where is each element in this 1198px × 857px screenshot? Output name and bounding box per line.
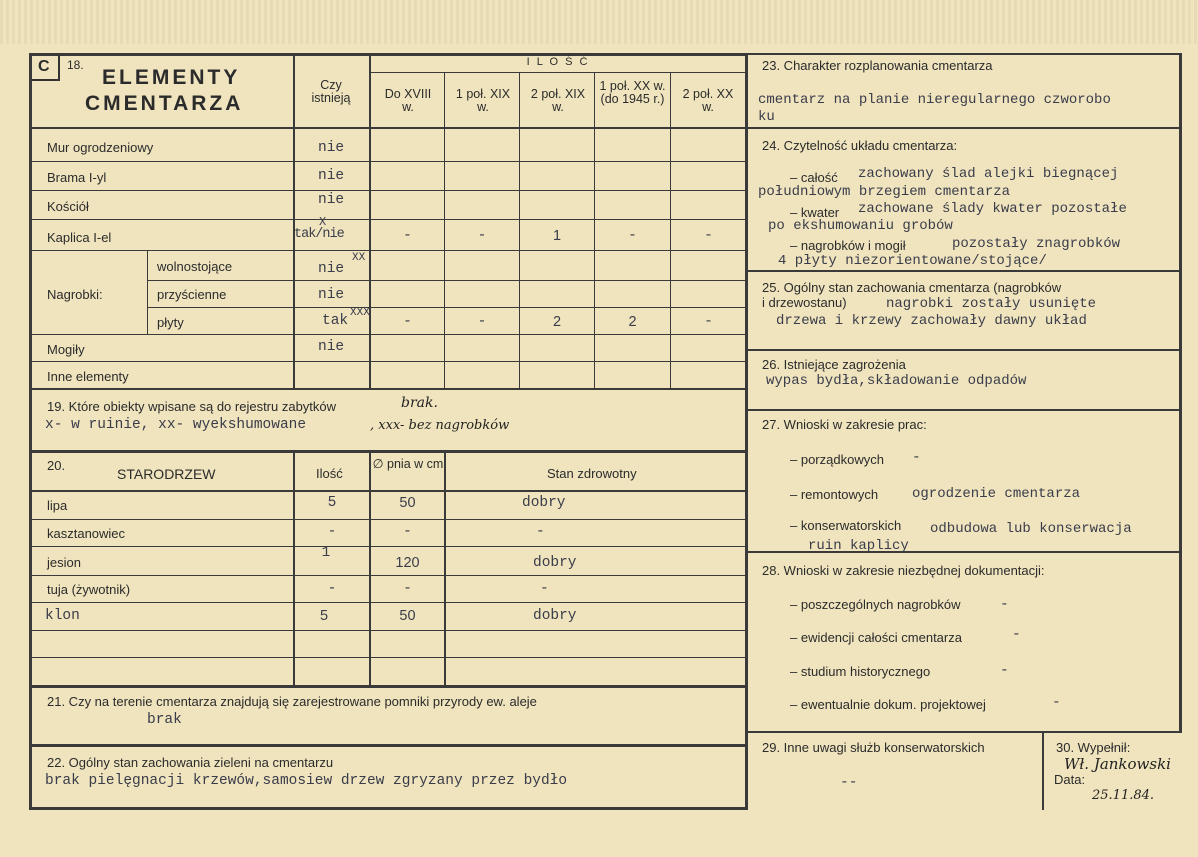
row-label-kaplica: Kaplica I-el xyxy=(47,230,112,245)
tree-state: dobry xyxy=(533,555,577,571)
tree-dia: 120 xyxy=(395,555,420,571)
section-22-label: 22. Ogólny stan zachowania zieleni na cmentarzu xyxy=(47,755,334,770)
section-20-number: 20. xyxy=(47,458,66,473)
row-label-mogily: Mogiły xyxy=(47,342,85,357)
signature-date: 25.11.84. xyxy=(1092,788,1155,803)
tree-dia: 50 xyxy=(399,608,416,624)
row-label-wolnostojace: wolnostojące xyxy=(157,259,233,274)
row-plyty-v2: - xyxy=(477,314,487,330)
tree-dia: - xyxy=(403,524,412,540)
section-19-typed: x- w ruinie, xx- wyekshumowane xyxy=(45,417,307,433)
section-19-hand: brak. xyxy=(401,395,438,411)
col-exists-header: Czy istnieją xyxy=(311,78,351,105)
section-27-kons-label: – konserwatorskich xyxy=(790,518,902,533)
tree-qty: 1 xyxy=(321,545,331,561)
section-25-label-1: 25. Ogólny stan zachowania cmentarza (nagrobków xyxy=(762,280,1062,295)
list-item: – ewidencji całości cmentarza xyxy=(790,630,962,645)
row-exists-brama: nie xyxy=(318,168,345,184)
row-label-brama: Brama I-yl xyxy=(47,170,107,185)
section-26-label: 26. Istniejące zagrożenia xyxy=(762,357,906,372)
list-item-value: - xyxy=(1000,663,1009,679)
section-25-value-1: nagrobki zostały usunięte xyxy=(886,296,1097,312)
tree-qty: 5 xyxy=(327,495,337,511)
section-24-kwater-value-2: po ekshumowaniu grobów xyxy=(768,218,953,234)
row-exists-kosciol: nie xyxy=(318,192,345,208)
tree-name: tuja (żywotnik) xyxy=(47,582,131,597)
section-24-nagrobki-label: – nagrobków i mogił xyxy=(790,238,906,253)
row-exists-kaplica: tak/nie xyxy=(294,227,344,242)
section-30-date-label: Data: xyxy=(1054,772,1086,787)
list-item: – ewentualnie dokum. projektowej xyxy=(790,697,986,712)
section-24-calosc-value-2: południowym brzegiem cmentarza xyxy=(758,184,1011,200)
section-28-label: 28. Wnioski w zakresie niezbędnej dokumentacji: xyxy=(762,563,1045,578)
ilosc-header: I L O Ś Ć xyxy=(526,56,590,68)
row-exists-wolnostojace: nie xyxy=(318,261,345,277)
row-plyty-v4: 2 xyxy=(628,314,637,330)
row-exists-mur: nie xyxy=(318,140,345,156)
section-24-calosc-value-1: zachowany ślad alejki biegnącej xyxy=(858,166,1119,182)
section-29-label: 29. Inne uwagi służb konserwatorskich xyxy=(762,740,985,755)
row-exists-przyscienne: nie xyxy=(318,287,345,303)
section-27-kons-value-1: odbudowa lub konserwacja xyxy=(930,521,1132,537)
list-item-value: - xyxy=(1052,695,1061,711)
section-18-title-1: ELEMENTY xyxy=(102,66,241,89)
section-letter: C xyxy=(38,58,50,75)
row-label-kosciol: Kościół xyxy=(47,199,89,214)
tree-name: jesion xyxy=(47,555,81,570)
section-27-kons-value-2: ruin kaplicy xyxy=(808,538,909,554)
tree-name: kasztanowiec xyxy=(47,526,126,541)
section-27-rem-value: ogrodzenie cmentarza xyxy=(912,486,1081,502)
row-plyty-v3: 2 xyxy=(552,314,562,330)
col-header-2: 1 poł. XIX w. xyxy=(455,87,511,114)
row-mark-plyty: XXX xyxy=(350,307,370,319)
section-20-col-pnia: ∅ pnia w cm xyxy=(372,457,444,471)
row-mark-wolnostojace: XX xyxy=(352,252,366,264)
row-mark-kaplica: X xyxy=(319,215,327,229)
section-27-porz-label: – porządkowych xyxy=(790,452,884,467)
row-kaplica-v2: - xyxy=(477,228,487,244)
row-label-mur: Mur ogrodzeniowy xyxy=(47,140,154,155)
tree-dia: - xyxy=(403,581,412,597)
row-kaplica-v1: - xyxy=(403,228,412,244)
section-23-value-2: ku xyxy=(758,109,775,125)
row-kaplica-v5: - xyxy=(704,228,713,244)
tree-state: - xyxy=(536,524,545,540)
signature-name: Wł. Jankowski xyxy=(1064,755,1171,773)
tree-state: - xyxy=(540,581,549,597)
row-plyty-v5: - xyxy=(704,314,713,330)
section-30-label: 30. Wypełnił: xyxy=(1056,740,1131,755)
tree-state: dobry xyxy=(533,608,577,624)
section-25-label-2: i drzewostanu) xyxy=(762,295,847,310)
row-label-inne: Inne elementy xyxy=(47,369,129,384)
list-item-value: - xyxy=(1012,627,1021,643)
section-19-hand-2: , xxx- bez nagrobków xyxy=(370,418,510,433)
col-header-1: Do XVIII w. xyxy=(384,87,432,114)
col-header-5: 2 poł. XX w. xyxy=(682,87,734,114)
section-21-value: brak xyxy=(147,712,182,728)
section-19-label: 19. Które obiekty wpisane są do rejestru zabytków xyxy=(47,399,337,414)
list-item: – studium historycznego xyxy=(790,664,931,679)
section-25-value-2: drzewa i krzewy zachowały dawny układ xyxy=(776,313,1087,329)
col-header-4: 1 poł. XX w. (do 1945 r.) xyxy=(599,79,666,106)
section-24-label: 24. Czytelność układu cmentarza: xyxy=(762,138,958,153)
row-label-nagrobki: Nagrobki: xyxy=(47,287,103,302)
list-item-value: - xyxy=(1000,597,1009,613)
section-23-label: 23. Charakter rozplanowania cmentarza xyxy=(762,58,993,73)
row-label-przyscienne: przyścienne xyxy=(157,287,227,302)
section-24-nagrobki-value-2: 4 płyty niezorientowane/stojące/ xyxy=(778,253,1047,269)
section-27-porz-value: - xyxy=(912,450,921,466)
tree-qty: 5 xyxy=(319,608,329,624)
tree-name: klon xyxy=(45,608,80,624)
tree-dia: 50 xyxy=(399,495,416,511)
row-exists-mogily: nie xyxy=(318,339,345,355)
section-20-col-stan: Stan zdrowotny xyxy=(547,466,637,481)
section-18-title-2: CMENTARZA xyxy=(85,92,244,115)
section-18-number: 18. xyxy=(67,58,84,72)
section-24-nagrobki-value-1: pozostały znagrobków xyxy=(952,236,1121,252)
section-23-value-1: cmentarz na planie nieregularnego czworobo xyxy=(758,92,1111,108)
row-kaplica-v3: 1 xyxy=(552,228,562,244)
tree-qty: - xyxy=(327,581,337,597)
tree-qty: - xyxy=(327,524,337,540)
section-24-kwater-label: – kwater xyxy=(790,205,840,220)
row-plyty-v1: - xyxy=(403,314,412,330)
section-27-rem-label: – remontowych xyxy=(790,487,879,502)
section-27-label: 27. Wnioski w zakresie prac: xyxy=(762,417,927,432)
col-header-3: 2 poł. XIX w. xyxy=(530,87,586,114)
tree-state: dobry xyxy=(522,495,566,511)
row-kaplica-v4: - xyxy=(628,228,637,244)
section-20-title: STARODRZEW xyxy=(117,466,216,482)
section-24-kwater-value-1: zachowane ślady kwater pozostałe xyxy=(858,201,1127,217)
row-exists-plyty: tak xyxy=(322,313,349,329)
row-label-plyty: płyty xyxy=(157,315,184,330)
section-21-label: 21. Czy na terenie cmentarza znajdują się zarejestrowane pomniki przyrody ew. aleje xyxy=(47,694,537,709)
section-26-value: wypas bydła,składowanie odpadów xyxy=(766,373,1027,389)
list-item: – poszczególnych nagrobków xyxy=(790,597,961,612)
paper-top-strip xyxy=(0,0,1198,44)
section-24-calosc-label: – całość xyxy=(790,170,838,185)
section-20-col-ilosc: Ilość xyxy=(316,466,343,481)
tree-name: lipa xyxy=(47,498,68,513)
section-22-value: brak pielęgnacji krzewów,samosiew drzew zgryzany przez bydło xyxy=(45,773,568,789)
section-29-value: -- xyxy=(840,775,858,791)
